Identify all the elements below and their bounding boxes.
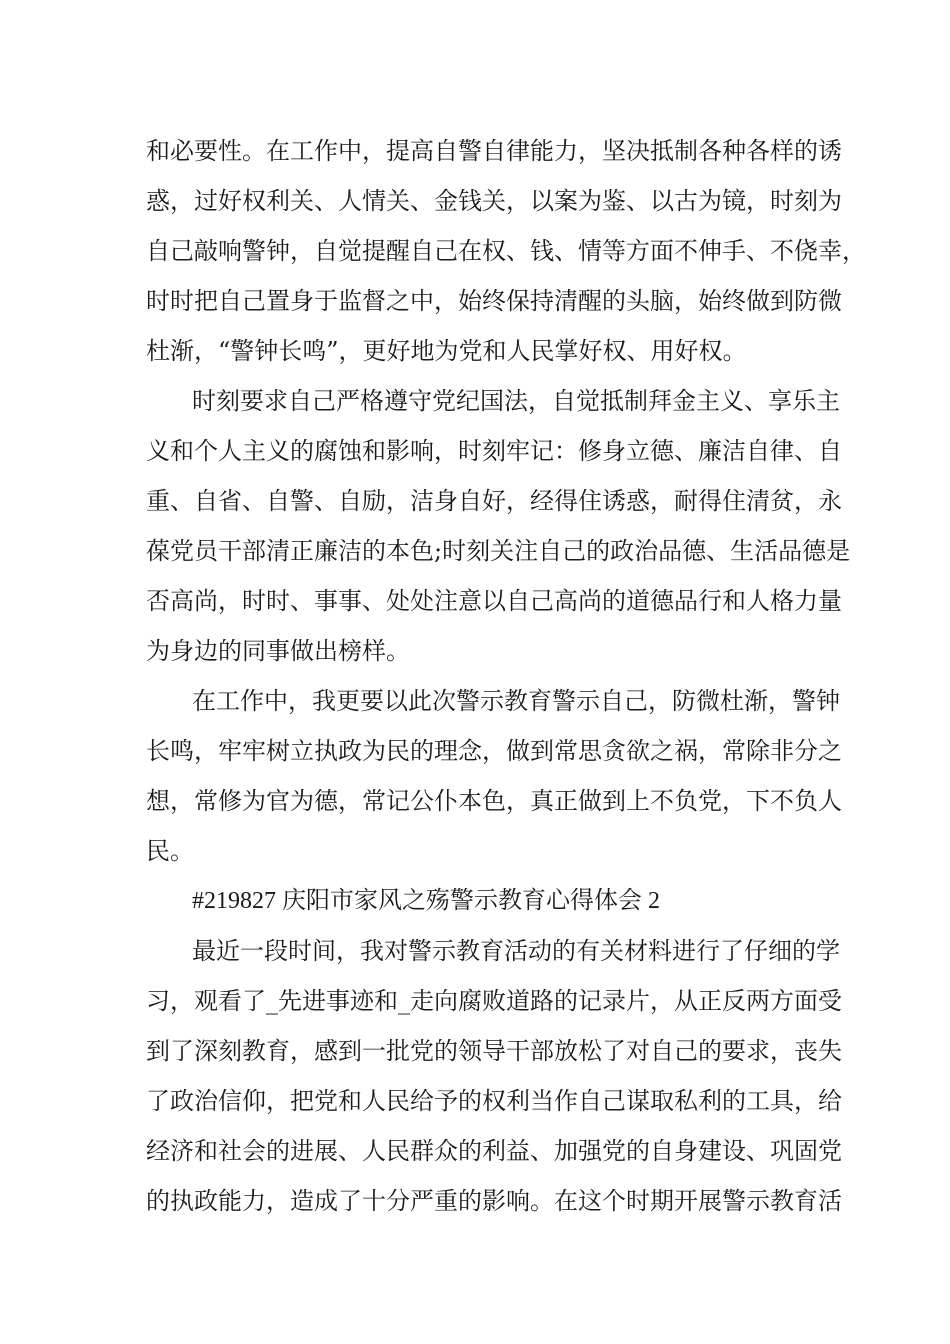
text-line: 自己敲响警钟，自觉提醒自己在权、钱、情等方面不伸手、不侥幸， [146, 237, 866, 265]
text-line: 义和个人主义的腐蚀和影响，时刻牢记：修身立德、廉洁自律、自 [146, 437, 842, 465]
paragraph-first-line: 最近一段时间，我对警示教育活动的有关材料进行了仔细的学 [192, 937, 840, 965]
text-line: 习，观看了_先进事迹和_走向腐败道路的记录片，从正反两方面受 [146, 987, 842, 1015]
text-line: 民。 [146, 837, 194, 865]
text-line: 和必要性。在工作中，提高自警自律能力，坚决抵制各种各样的诱 [146, 137, 842, 165]
text-line: 到了深刻教育，感到一批党的领导干部放松了对自己的要求，丧失 [146, 1037, 842, 1065]
text-line: 长鸣，牢牢树立执政为民的理念，做到常思贪欲之祸，常除非分之 [146, 737, 842, 765]
text-line: 想，常修为官为德，常记公仆本色，真正做到上不负党，下不负人 [146, 787, 842, 815]
text-line: 惑，过好权利关、人情关、金钱关，以案为鉴、以古为镜，时刻为 [146, 187, 842, 215]
text-line: 杜渐，“警钟长鸣”，更好地为党和人民掌好权、用好权。 [146, 337, 747, 365]
text-line: 否高尚，时时、事事、处处注意以自己高尚的道德品行和人格力量 [146, 587, 842, 615]
text-line: 了政治信仰，把党和人民给予的权利当作自己谋取私利的工具，给 [146, 1087, 842, 1115]
text-line: 葆党员干部清正廉洁的本色;时刻关注自己的政治品德、生活品德是 [146, 537, 851, 565]
text-line: 的执政能力，造成了十分严重的影响。在这个时期开展警示教育活 [146, 1187, 842, 1215]
section-heading: #219827 庆阳市家风之殇警示教育心得体会 2 [192, 888, 660, 914]
text-line: 时时把自己置身于监督之中，始终保持清醒的头脑，始终做到防微 [146, 287, 842, 315]
paragraph-first-line: 在工作中，我更要以此次警示教育警示自己，防微杜渐，警钟 [192, 687, 840, 715]
text-line: 为身边的同事做出榜样。 [146, 637, 410, 665]
text-line: 重、自省、自警、自励，洁身自好，经得住诱惑，耐得住清贫，永 [146, 487, 842, 515]
paragraph-first-line: 时刻要求自己严格遵守党纪国法，自觉抵制拜金主义、享乐主 [192, 387, 840, 415]
text-line: 经济和社会的进展、人民群众的利益、加强党的自身建设、巩固党 [146, 1137, 842, 1165]
